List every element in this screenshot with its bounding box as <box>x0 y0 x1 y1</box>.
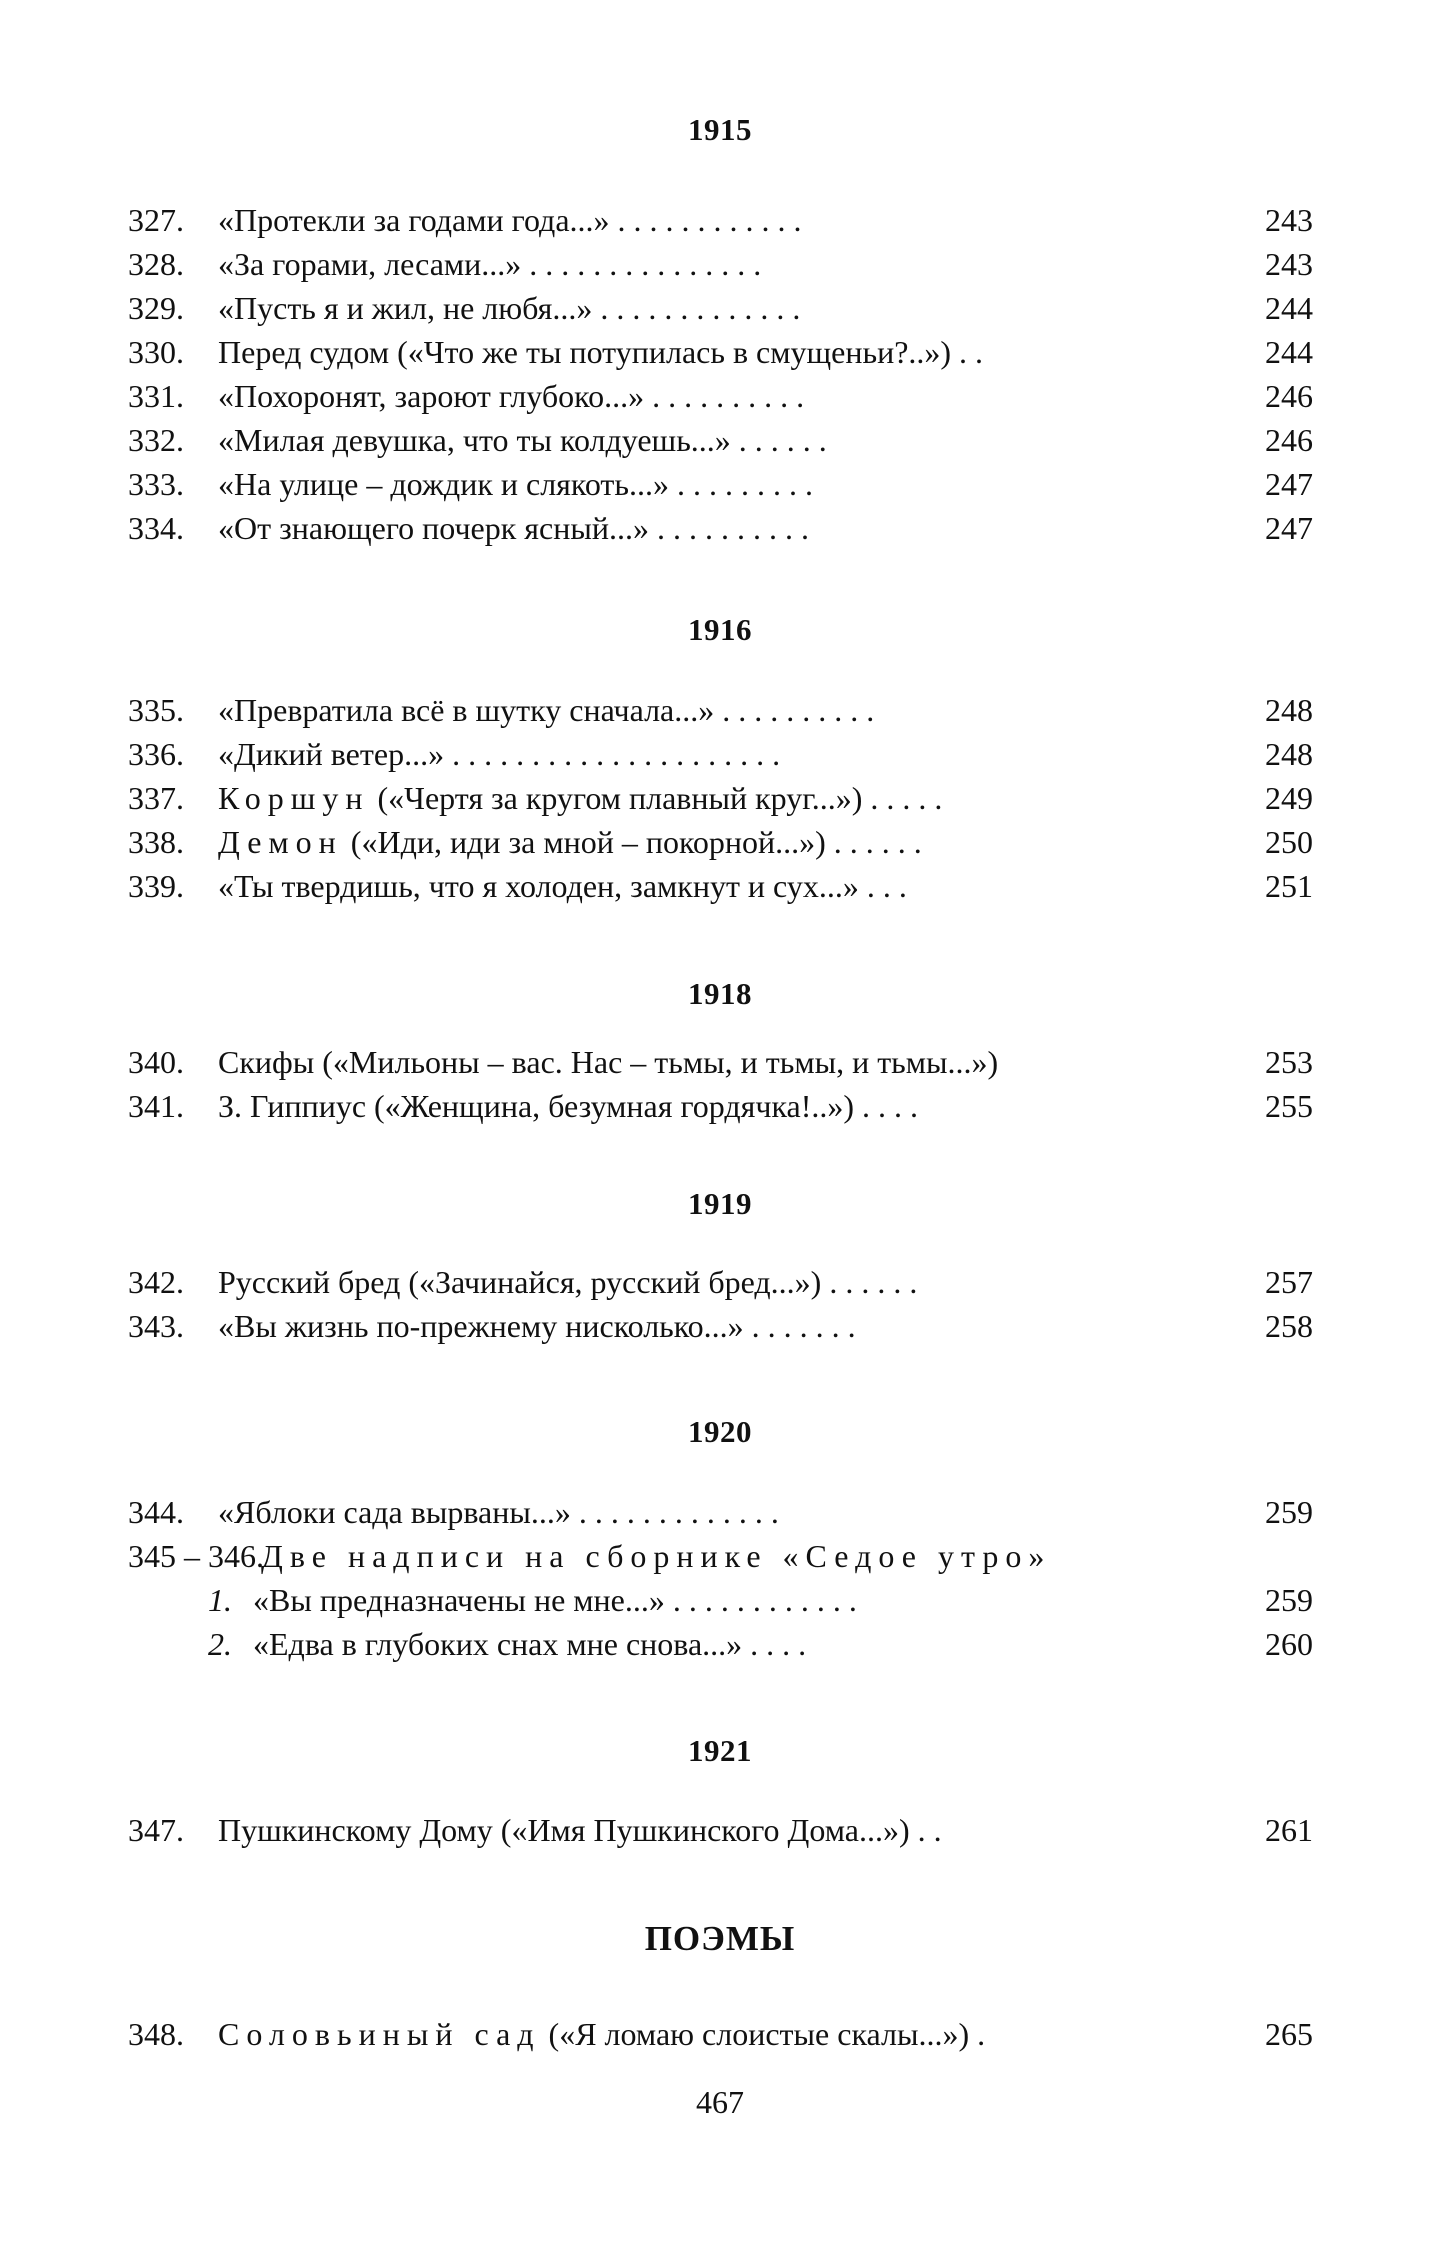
toc-entry <box>128 1084 1313 1128</box>
entry-number: 331. <box>128 378 184 414</box>
entry-title: «Пусть я и жил, не любя...» . . . . . . . . . . . . . <box>218 290 801 326</box>
toc-entry <box>128 330 1313 374</box>
entry-title: Пушкинскому Дому («Имя Пушкинского Дома...») . . <box>218 1812 942 1848</box>
entry-number: 344. <box>128 1494 184 1530</box>
entry-page: 244 <box>1265 334 1313 370</box>
entry-number: 342. <box>128 1264 184 1300</box>
poems-heading: ПОЭМЫ <box>644 1919 796 1958</box>
entry-title: Скифы («Мильоны – вас. Нас – тьмы, и тьмы, и тьмы...») <box>218 1044 999 1080</box>
entry-page: 247 <box>1265 510 1313 546</box>
entry-title: «За горами, лесами...» . . . . . . . . . . . . . . . <box>218 246 762 282</box>
toc-entry <box>128 688 1313 732</box>
entry-page: 253 <box>1265 1044 1313 1080</box>
entry-number: 337. <box>128 780 184 816</box>
entry-page: 258 <box>1265 1308 1313 1344</box>
entry-number: 348. <box>128 2016 184 2052</box>
toc-entry <box>128 286 1313 330</box>
toc-entry <box>128 506 1313 550</box>
toc-entry <box>128 776 1313 820</box>
entry-spaced-title: Демон <box>218 824 343 860</box>
toc-entry <box>128 1260 1313 1304</box>
entry-subtitle: («Я ломаю слоистые скалы...») . <box>540 2016 986 2052</box>
section-year: 1916 <box>688 612 752 647</box>
toc-entry-group <box>128 1534 1313 1578</box>
entry-page: 248 <box>1265 736 1313 772</box>
entry-number: 338. <box>128 824 184 860</box>
toc-entry <box>128 864 1313 908</box>
entry-page: 261 <box>1265 1812 1313 1848</box>
entry-subtitle: («Иди, иди за мной – покорной...») . . . . . . <box>342 824 922 860</box>
entry-page: 259 <box>1265 1494 1313 1530</box>
entry-page: 246 <box>1265 378 1313 414</box>
entry-page: 249 <box>1265 780 1313 816</box>
entry-number: 345 – 346. <box>128 1538 264 1574</box>
entry-page: 248 <box>1265 692 1313 728</box>
entry-number: 343. <box>128 1308 184 1344</box>
section-year: 1918 <box>688 976 752 1011</box>
entry-number: 328. <box>128 246 184 282</box>
toc-entry <box>128 418 1313 462</box>
toc-entry <box>128 242 1313 286</box>
entry-page: 251 <box>1265 868 1313 904</box>
entry-title: Перед судом («Что же ты потупилась в смущеньи?..») . . <box>218 334 984 370</box>
toc-subentry <box>128 1578 1313 1622</box>
entry-page: 255 <box>1265 1088 1313 1124</box>
entry-number: 341. <box>128 1088 184 1124</box>
entry-number: 329. <box>128 290 184 326</box>
entry-page: 265 <box>1265 2016 1313 2052</box>
entry-title: «Вы жизнь по-прежнему нисколько...» . . . . . . . <box>218 1308 856 1344</box>
entry-number: 1. <box>208 1582 232 1618</box>
section-year: 1919 <box>688 1186 752 1221</box>
toc-entry <box>128 198 1313 242</box>
entry-page: 260 <box>1265 1626 1313 1662</box>
entry-page: 243 <box>1265 202 1313 238</box>
entry-title: «Едва в глубоких снах мне снова...» . . . . <box>253 1626 807 1662</box>
toc-entry <box>128 1040 1313 1084</box>
entry-page: 244 <box>1265 290 1313 326</box>
section-year: 1920 <box>688 1414 752 1449</box>
entry-title: «Протекли за годами года...» . . . . . . . . . . . . <box>218 202 802 238</box>
entry-number: 340. <box>128 1044 184 1080</box>
entry-number: 339. <box>128 868 184 904</box>
entry-page: 257 <box>1265 1264 1313 1300</box>
page-number: 467 <box>696 2084 744 2120</box>
entry-number: 347. <box>128 1812 184 1848</box>
entry-number: 330. <box>128 334 184 370</box>
entry-spaced-title: Коршун <box>218 780 370 816</box>
entry-subtitle: («Чертя за кругом плавный круг...») . . . . . <box>369 780 943 816</box>
entry-number: 334. <box>128 510 184 546</box>
section-year: 1921 <box>688 1733 752 1768</box>
entry-title <box>218 820 922 864</box>
entry-title: «Милая девушка, что ты колдуешь...» . . . . . . <box>218 422 827 458</box>
entry-title <box>218 2012 985 2056</box>
entry-number: 336. <box>128 736 184 772</box>
entry-number: 333. <box>128 466 184 502</box>
entry-page: 247 <box>1265 466 1313 502</box>
entry-number: 2. <box>208 1626 232 1662</box>
entry-number: 335. <box>128 692 184 728</box>
toc-entry <box>128 462 1313 506</box>
toc-entry <box>128 1808 1313 1852</box>
entry-title: «На улице – дождик и слякоть...» . . . . . . . . . <box>218 466 813 502</box>
entry-number: 327. <box>128 202 184 238</box>
toc-entry <box>128 820 1313 864</box>
toc-entry <box>128 2012 1313 2056</box>
section-year: 1915 <box>688 112 752 147</box>
entry-title: «Похоронят, зароют глубоко...» . . . . . . . . . . <box>218 378 805 414</box>
entry-title: З. Гиппиус («Женщина, безумная гордячка!..») . . . . <box>218 1088 919 1124</box>
toc-subentry <box>128 1622 1313 1666</box>
toc-entry <box>128 732 1313 776</box>
entry-title: «Дикий ветер...» . . . . . . . . . . . . . . . . . . . . . <box>218 736 781 772</box>
entry-page: 243 <box>1265 246 1313 282</box>
entry-page: 246 <box>1265 422 1313 458</box>
toc-entry <box>128 1304 1313 1348</box>
entry-title: «Яблоки сада вырваны...» . . . . . . . . . . . . . <box>218 1494 779 1530</box>
entry-spaced-title: Соловьиный сад <box>218 2016 541 2052</box>
entry-title: Русский бред («Зачинайся, русский бред...») . . . . . . <box>218 1264 918 1300</box>
entry-page: 250 <box>1265 824 1313 860</box>
entry-number: 332. <box>128 422 184 458</box>
entry-title: «От знающего почерк ясный...» . . . . . . . . . . <box>218 510 809 546</box>
entry-title: «Ты твердишь, что я холоден, замкнут и сух...» . . . <box>218 868 907 904</box>
entry-page: 259 <box>1265 1582 1313 1618</box>
entry-title: «Превратила всё в шутку сначала...» . . . . . . . . . . <box>218 692 875 728</box>
entry-title <box>218 776 942 820</box>
toc-entry <box>128 374 1313 418</box>
entry-title: «Вы предназначены не мне...» . . . . . . . . . . . . <box>253 1582 857 1618</box>
entry-spaced-title: Две надписи на сборнике «Седое утро» <box>261 1538 1052 1574</box>
toc-entry <box>128 1490 1313 1534</box>
